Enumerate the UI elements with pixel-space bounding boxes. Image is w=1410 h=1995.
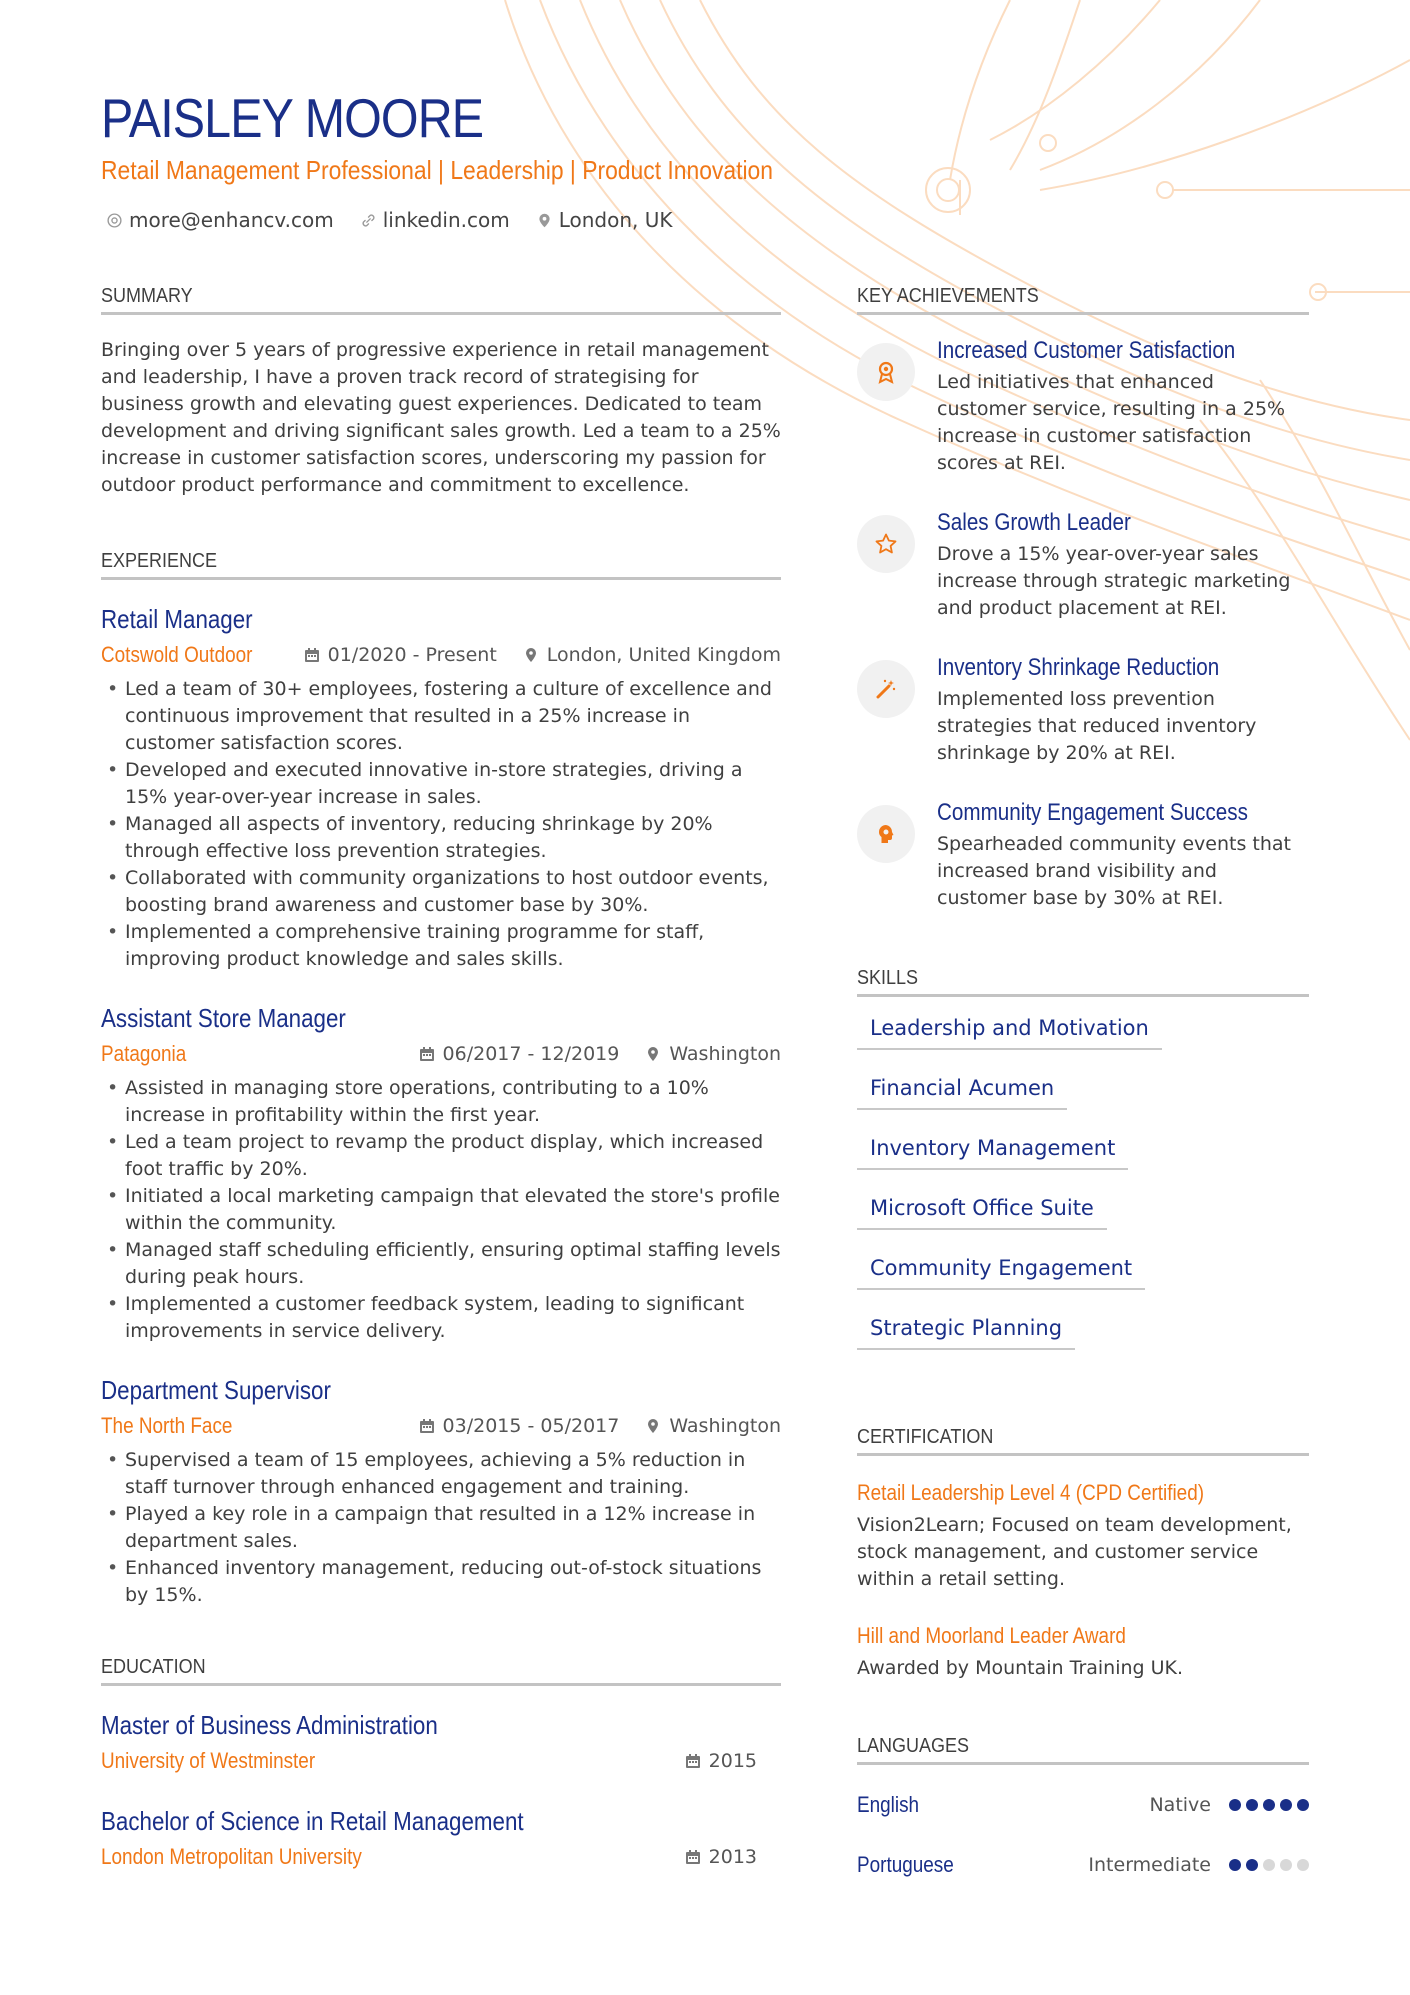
rating-dot-filled	[1246, 1799, 1258, 1811]
achievement-text: Drove a 15% year-over-year sales increase through strategic marketing and product placement at REI.	[937, 543, 1291, 619]
bullet-item: • Developed and executed innovative in-store strategies, driving a 15% year-over-year increase in sales.	[125, 757, 781, 811]
achievement-item	[857, 652, 1309, 767]
language-level: Native	[1149, 1794, 1211, 1816]
contact-linkedin-text: linkedin.com	[382, 208, 510, 232]
language-rating	[1229, 1799, 1309, 1811]
contact-linkedin[interactable]	[360, 206, 510, 234]
job-dates: 01/2020 - Present	[327, 644, 497, 666]
education-entry	[101, 1708, 781, 1776]
degree-title: Master of Business Administration	[101, 1710, 438, 1740]
achievement-icon-badge	[857, 660, 915, 718]
location-icon	[523, 647, 539, 663]
magic-wand-icon	[874, 677, 898, 701]
company-name: Cotswold Outdoor	[101, 642, 253, 667]
language-rating	[1229, 1859, 1309, 1871]
rating-dot-filled	[1263, 1799, 1275, 1811]
skills-section-title: SKILLS	[857, 964, 1309, 997]
skills-list	[857, 1013, 1309, 1373]
language-row	[857, 1775, 1309, 1835]
link-icon	[360, 212, 377, 229]
bullet-item: • Implemented a customer feedback system, leading to significant improvements in service delivery.	[125, 1291, 781, 1345]
degree-title: Bachelor of Science in Retail Management	[101, 1806, 524, 1836]
rating-dot-filled	[1297, 1799, 1309, 1811]
achievement-item	[857, 335, 1309, 477]
education-entry	[101, 1804, 781, 1872]
job-entry	[101, 602, 781, 973]
calendar-icon	[419, 1046, 435, 1062]
bullet-item: • Managed staff scheduling efficiently, ensuring optimal staffing levels during peak hours.	[125, 1237, 781, 1291]
job-entry	[101, 1001, 781, 1345]
certification-entry	[857, 1621, 1309, 1682]
achievement-title: Inventory Shrinkage Reduction	[937, 654, 1220, 681]
experience-section-title: EXPERIENCE	[101, 547, 781, 580]
achievement-item	[857, 797, 1309, 912]
skill-tag: Leadership and Motivation	[857, 1013, 1162, 1050]
certification-text: Awarded by Mountain Training UK.	[857, 1657, 1184, 1679]
skill-tag: Microsoft Office Suite	[857, 1193, 1107, 1230]
job-entry	[101, 1373, 781, 1609]
contact-location	[536, 206, 673, 234]
rating-dot-filled	[1229, 1799, 1241, 1811]
bullet-item: • Played a key role in a campaign that resulted in a 12% increase in department sales.	[125, 1501, 781, 1555]
rating-dot-filled	[1246, 1859, 1258, 1871]
achievement-icon-badge	[857, 343, 915, 401]
job-location: Washington	[669, 1043, 781, 1065]
location-icon	[536, 212, 553, 229]
achievement-title: Community Engagement Success	[937, 799, 1248, 826]
bullet-item: • Enhanced inventory management, reducing out-of-stock situations by 15%.	[125, 1555, 781, 1609]
head-idea-icon	[874, 822, 898, 846]
achievement-text: Spearheaded community events that increased brand visibility and customer base by 30% at REI.	[937, 833, 1291, 909]
skill-tag: Community Engagement	[857, 1253, 1145, 1290]
achievement-title: Increased Customer Satisfaction	[937, 337, 1236, 364]
job-title: Assistant Store Manager	[101, 1003, 346, 1033]
achievement-icon-badge	[857, 805, 915, 863]
skill-tag: Inventory Management	[857, 1133, 1128, 1170]
rating-dot-filled	[1229, 1859, 1241, 1871]
rating-dot-empty	[1297, 1859, 1309, 1871]
award-icon	[874, 360, 898, 384]
bullet-item: • Assisted in managing store operations, contributing to a 10% increase in profitability within the first year.	[125, 1075, 781, 1129]
calendar-icon	[685, 1849, 701, 1865]
language-level: Intermediate	[1088, 1854, 1211, 1876]
languages-list	[857, 1775, 1309, 1895]
job-title: Retail Manager	[101, 604, 253, 634]
education-year: 2015	[708, 1750, 757, 1772]
rating-dot-empty	[1263, 1859, 1275, 1871]
calendar-icon	[304, 647, 320, 663]
at-icon	[106, 212, 123, 229]
education-section-title: EDUCATION	[101, 1653, 781, 1686]
bullet-item: • Collaborated with community organizations to host outdoor events, boosting brand awareness and customer base by 30%.	[125, 865, 781, 919]
achievements-section-title: KEY ACHIEVEMENTS	[857, 282, 1309, 315]
headline: Retail Management Professional | Leadership | Product Innovation	[101, 155, 773, 185]
achievement-icon-badge	[857, 515, 915, 573]
job-bullets	[101, 1447, 781, 1609]
language-name: English	[857, 1792, 920, 1817]
calendar-icon	[685, 1753, 701, 1769]
certification-title: Retail Leadership Level 4 (CPD Certified)	[857, 1480, 1205, 1505]
achievement-text: Implemented loss prevention strategies that reduced inventory shrinkage by 20% at REI.	[937, 688, 1257, 764]
job-dates: 03/2015 - 05/2017	[442, 1415, 620, 1437]
education-year: 2013	[708, 1846, 757, 1868]
summary-section-title: SUMMARY	[101, 282, 781, 315]
bullet-item: • Initiated a local marketing campaign that elevated the store's profile within the community.	[125, 1183, 781, 1237]
school-name: London Metropolitan University	[101, 1844, 362, 1869]
company-name: The North Face	[101, 1413, 233, 1438]
certification-title: Hill and Moorland Leader Award	[857, 1623, 1126, 1648]
achievement-title: Sales Growth Leader	[937, 509, 1131, 536]
contact-email-text: more@enhancv.com	[129, 208, 334, 232]
skill-tag: Financial Acumen	[857, 1073, 1067, 1110]
contact-row	[106, 206, 673, 234]
certification-text: Vision2Learn; Focused on team development, stock management, and customer service within a retail setting.	[857, 1514, 1292, 1590]
contact-email[interactable]	[106, 206, 334, 234]
job-dates: 06/2017 - 12/2019	[442, 1043, 620, 1065]
certification-entry	[857, 1478, 1309, 1593]
job-title: Department Supervisor	[101, 1375, 331, 1405]
achievement-text: Led initiatives that enhanced customer service, resulting in a 25% increase in customer satisfaction scores at REI.	[937, 371, 1286, 474]
company-name: Patagonia	[101, 1041, 187, 1066]
rating-dot-filled	[1280, 1799, 1292, 1811]
location-icon	[645, 1046, 661, 1062]
bullet-item: • Managed all aspects of inventory, reducing shrinkage by 20% through effective loss prevention strategies.	[125, 811, 781, 865]
job-location: Washington	[669, 1415, 781, 1437]
star-icon	[874, 532, 898, 556]
skill-tag: Strategic Planning	[857, 1313, 1075, 1350]
candidate-name: PAISLEY MOORE	[101, 87, 484, 149]
achievement-item	[857, 507, 1309, 622]
contact-location-text: London, UK	[558, 208, 673, 232]
location-icon	[645, 1418, 661, 1434]
language-name: Portuguese	[857, 1852, 954, 1877]
job-bullets	[101, 676, 781, 973]
bullet-item: • Led a team of 30+ employees, fostering a culture of excellence and continuous improvement that resulted in a 25% increase in customer satisfaction scores.	[125, 676, 781, 757]
languages-section-title: LANGUAGES	[857, 1732, 1309, 1765]
job-bullets	[101, 1075, 781, 1345]
rating-dot-empty	[1280, 1859, 1292, 1871]
job-location: London, United Kingdom	[546, 644, 781, 666]
school-name: University of Westminster	[101, 1748, 316, 1773]
bullet-item: • Implemented a comprehensive training programme for staff, improving product knowledge and sales skills.	[125, 919, 781, 973]
language-row	[857, 1835, 1309, 1895]
summary-text: Bringing over 5 years of progressive experience in retail management and leadership, I have a proven track record of strategising for business growth and elevating guest experiences. Dedicated to team development and driving significant sales growth. Led a team to a 25% increase in customer satisfaction scores, underscoring my passion for outdoor product performance and commitment to excellence.	[101, 339, 781, 496]
calendar-icon	[419, 1418, 435, 1434]
certification-section-title: CERTIFICATION	[857, 1423, 1309, 1456]
bullet-item: • Led a team project to revamp the product display, which increased foot traffic by 20%.	[125, 1129, 781, 1183]
bullet-item: • Supervised a team of 15 employees, achieving a 5% reduction in staff turnover through enhanced engagement and training.	[125, 1447, 781, 1501]
